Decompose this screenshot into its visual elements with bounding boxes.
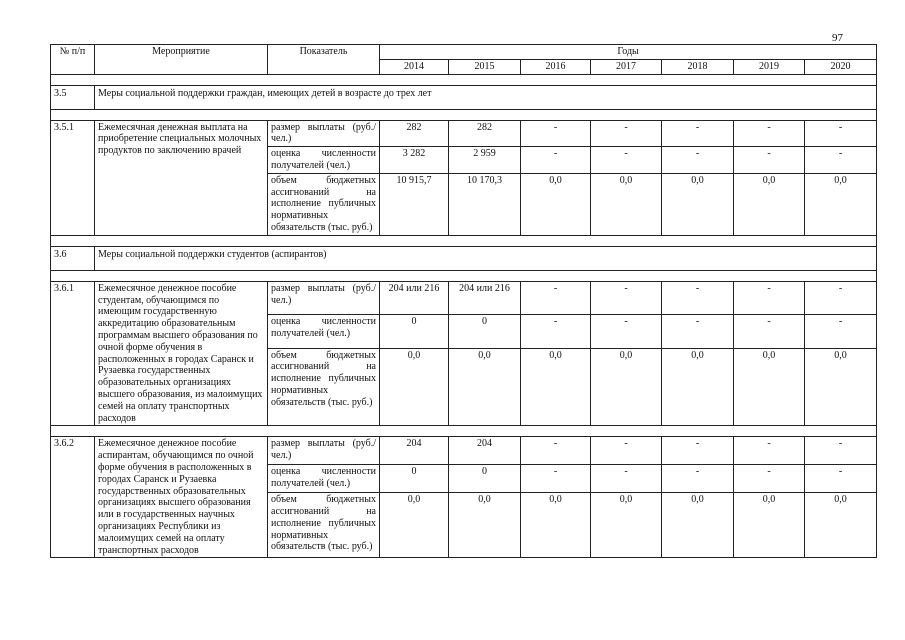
section-row: [51, 85, 877, 109]
value-cell: 204 или 216: [449, 281, 521, 314]
value-cell: 0,0: [734, 493, 805, 558]
value-cell: 2 959: [449, 147, 521, 174]
value-cell: -: [662, 465, 734, 493]
indicator-cell: размер выплаты (руб./ чел.): [268, 437, 380, 465]
item-num: 3.5.1: [51, 120, 95, 235]
section-num: 3.6: [51, 246, 95, 270]
spacer-cell: [51, 270, 877, 281]
item-num: 3.6.2: [51, 437, 95, 558]
value-cell: -: [521, 465, 591, 493]
value-cell: 0,0: [734, 173, 805, 235]
header-row: [51, 45, 877, 60]
indicator-cell: оценка численности получателей (чел.): [268, 315, 380, 348]
value-cell: -: [521, 315, 591, 348]
value-cell: 0,0: [521, 493, 591, 558]
value-cell: -: [591, 120, 662, 147]
value-cell: -: [521, 147, 591, 174]
value-cell: -: [734, 281, 805, 314]
page-number: 97: [832, 32, 843, 44]
item-event: Ежемесячное денежное пособие аспирантам, обучающимся по очной форме обучения в расположенных в городах Саранск и Рузаевка государственных образовательных организациях высшего образования или в государственных научных организациях Республики из малоимущих семей на оплату транспортных расходов: [95, 437, 268, 558]
value-cell: -: [521, 437, 591, 465]
header-years: Годы: [380, 45, 877, 60]
value-cell: -: [521, 120, 591, 147]
value-cell: -: [591, 315, 662, 348]
indicator-cell: оценка численности получателей (чел.): [268, 147, 380, 174]
value-cell: -: [734, 315, 805, 348]
table-row: [51, 281, 877, 314]
value-cell: -: [805, 120, 877, 147]
value-cell: 3 282: [380, 147, 449, 174]
value-cell: -: [591, 147, 662, 174]
indicator-cell: объем бюджетных ассигнований на исполнение публичных нормативных обязательств (тыс. руб.): [268, 493, 380, 558]
value-cell: 10 170,3: [449, 173, 521, 235]
value-cell: 0,0: [521, 348, 591, 426]
value-cell: 0,0: [662, 173, 734, 235]
year-2018: 2018: [662, 59, 734, 74]
value-cell: 0: [380, 315, 449, 348]
year-2020: 2020: [805, 59, 877, 74]
value-cell: -: [805, 315, 877, 348]
item-event: Ежемесячное денежное пособие студентам, обучающимся по имеющим государственную аккредитацию образовательным программам высшего образования по очной форме обучения в расположенных в городах Саранск и Рузаевка государственных образовательных организациях высшего образования, из малоимущих семей на оплату транспортных расходов: [95, 281, 268, 426]
value-cell: 0,0: [591, 348, 662, 426]
value-cell: 0,0: [380, 348, 449, 426]
section-num: 3.5: [51, 85, 95, 109]
year-2019: 2019: [734, 59, 805, 74]
section-row: [51, 246, 877, 270]
value-cell: 0,0: [591, 173, 662, 235]
value-cell: 0: [449, 465, 521, 493]
value-cell: -: [805, 437, 877, 465]
measures-table: [50, 44, 877, 558]
value-cell: -: [591, 437, 662, 465]
header-num: № п/п: [51, 45, 95, 75]
value-cell: -: [805, 465, 877, 493]
value-cell: 0,0: [805, 173, 877, 235]
value-cell: 0: [380, 465, 449, 493]
value-cell: -: [805, 281, 877, 314]
indicator-cell: оценка численности получателей (чел.): [268, 465, 380, 493]
value-cell: 0,0: [449, 493, 521, 558]
value-cell: 0,0: [662, 493, 734, 558]
value-cell: 10 915,7: [380, 173, 449, 235]
value-cell: -: [662, 315, 734, 348]
year-2014: 2014: [380, 59, 449, 74]
table-row: [51, 437, 877, 465]
indicator-cell: размер выплаты (руб./ чел.): [268, 120, 380, 147]
header-indicator: Показатель: [268, 45, 380, 75]
year-2017: 2017: [591, 59, 662, 74]
value-cell: 282: [449, 120, 521, 147]
value-cell: -: [662, 120, 734, 147]
spacer-row: [51, 74, 877, 85]
year-2016: 2016: [521, 59, 591, 74]
section-title: Меры социальной поддержки студентов (аспирантов): [95, 246, 877, 270]
value-cell: -: [521, 281, 591, 314]
item-event: Ежемесячная денежная выплата на приобретение специальных молочных продуктов по заключению врачей: [95, 120, 268, 235]
indicator-cell: размер выплаты (руб./ чел.): [268, 281, 380, 314]
header-event: Мероприятие: [95, 45, 268, 75]
value-cell: 0: [449, 315, 521, 348]
table-body: [51, 45, 877, 558]
section-title: Меры социальной поддержки граждан, имеющих детей в возрасте до трех лет: [95, 85, 877, 109]
value-cell: 204 или 216: [380, 281, 449, 314]
value-cell: 204: [380, 437, 449, 465]
value-cell: 0,0: [380, 493, 449, 558]
value-cell: -: [734, 465, 805, 493]
value-cell: 0,0: [805, 348, 877, 426]
table-row: [51, 120, 877, 147]
year-2015: 2015: [449, 59, 521, 74]
value-cell: -: [662, 281, 734, 314]
value-cell: 0,0: [734, 348, 805, 426]
value-cell: -: [591, 465, 662, 493]
spacer-row: [51, 109, 877, 120]
value-cell: -: [734, 147, 805, 174]
value-cell: -: [734, 437, 805, 465]
spacer-cell: [51, 426, 877, 437]
value-cell: 282: [380, 120, 449, 147]
value-cell: -: [805, 147, 877, 174]
item-num: 3.6.1: [51, 281, 95, 426]
value-cell: -: [662, 147, 734, 174]
value-cell: 0,0: [521, 173, 591, 235]
indicator-cell: объем бюджетных ассигнований на исполнение публичных нормативных обязательств (тыс. руб.): [268, 348, 380, 426]
value-cell: -: [662, 437, 734, 465]
spacer-row: [51, 270, 877, 281]
value-cell: 0,0: [591, 493, 662, 558]
spacer-cell: [51, 109, 877, 120]
value-cell: 204: [449, 437, 521, 465]
spacer-cell: [51, 235, 877, 246]
value-cell: -: [591, 281, 662, 314]
spacer-row: [51, 235, 877, 246]
indicator-cell: объем бюджетных ассигнований на исполнение публичных нормативных обязательств (тыс. руб.): [268, 173, 380, 235]
value-cell: 0,0: [805, 493, 877, 558]
value-cell: 0,0: [449, 348, 521, 426]
value-cell: -: [734, 120, 805, 147]
spacer-row: [51, 426, 877, 437]
value-cell: 0,0: [662, 348, 734, 426]
spacer-cell: [51, 74, 877, 85]
